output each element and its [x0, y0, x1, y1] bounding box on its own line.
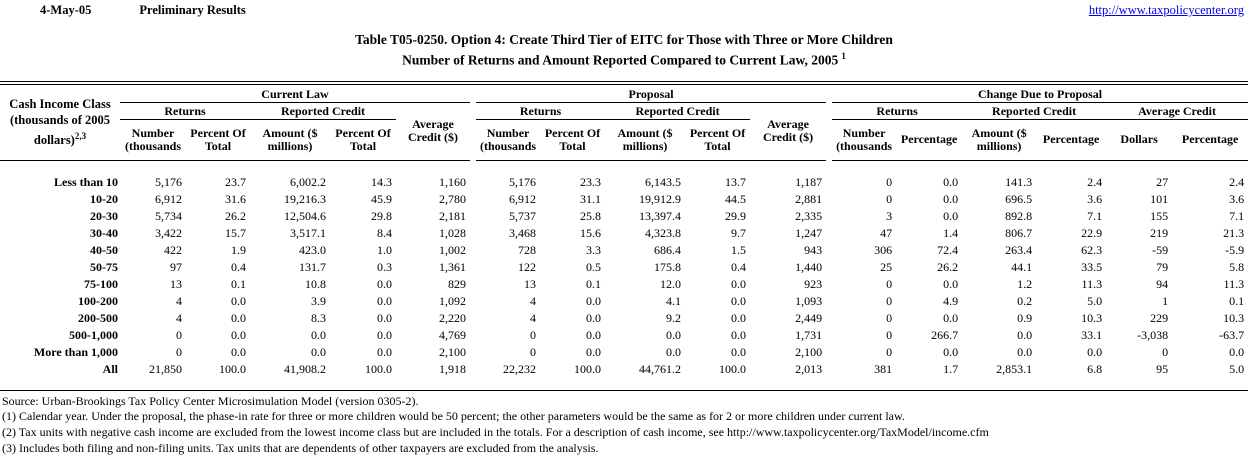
footnotes	[0, 390, 1248, 457]
cell: 27	[1156, 174, 1169, 189]
cell: 6,912	[509, 191, 537, 206]
cell: 2,100	[439, 344, 467, 359]
cell: 3	[886, 208, 893, 223]
cell: 2,449	[795, 310, 823, 325]
cell: 0	[886, 293, 893, 308]
cell: 5,176	[155, 174, 182, 189]
cell: 1.2	[1017, 276, 1033, 291]
col-header-number: Number (thousands	[832, 119, 896, 160]
cell: 0.0	[586, 344, 602, 359]
cell: 0	[176, 327, 182, 342]
cell: 19,912.9	[639, 191, 682, 206]
cell: 29.9	[725, 208, 747, 223]
cell: 0.0	[231, 344, 246, 359]
cell: 1.7	[943, 361, 959, 376]
row-label: More than 1,000	[33, 344, 118, 359]
cell: 1,160	[439, 174, 467, 189]
group-header-proposal: Proposal	[476, 83, 826, 103]
cell: 1,440	[795, 259, 823, 274]
cell: 1,187	[795, 174, 823, 189]
row-label: 20-30	[90, 208, 118, 223]
cell: 829	[448, 276, 467, 291]
source-note: Source: Urban-Brookings Tax Policy Center Microsimulation Model (version 0305-2).	[2, 393, 419, 408]
cell: 14.3	[371, 174, 392, 189]
col-header-percentage: Percentage	[896, 119, 962, 160]
cell: 4.9	[943, 293, 959, 308]
cell: 6,143.5	[645, 174, 682, 189]
subheader-reported-credit: Reported Credit	[605, 102, 750, 119]
cell: 0.4	[731, 259, 747, 274]
subheader-returns: Returns	[832, 102, 962, 119]
cell: 1,028	[439, 225, 467, 240]
cell: 21,850	[149, 361, 182, 376]
cell: 0.0	[731, 276, 747, 291]
cell: 7.1	[1229, 208, 1245, 223]
cell: 0.0	[731, 327, 747, 342]
table-row	[0, 293, 1248, 310]
cell: 0.0	[377, 276, 392, 291]
cell: 0.0	[1017, 344, 1033, 359]
page-subtitle: Number of Returns and Amount Reported Compared to Current Law, 2005 $^1$	[402, 51, 846, 68]
cell: 155	[1150, 208, 1169, 223]
cell: 0.5	[586, 259, 602, 274]
cell: 6.8	[1087, 361, 1103, 376]
table-row	[0, 208, 1248, 225]
cell: 19,216.3	[284, 191, 326, 206]
cell: 9.7	[731, 225, 747, 240]
cell: -63.7	[1219, 327, 1245, 342]
cell: 1,247	[795, 225, 823, 240]
row-header-cell: Cash Income Class (thousands of 2005 dollars)$^{2,3}$	[0, 83, 120, 161]
cell: 0.0	[231, 327, 246, 342]
cell: 4	[176, 310, 182, 325]
cell: 306	[874, 242, 893, 257]
cell: 141.3	[1005, 174, 1033, 189]
cell: 1,361	[439, 259, 467, 274]
cell: 696.5	[1005, 191, 1033, 206]
cell: 263.4	[1005, 242, 1033, 257]
subheader-average-credit: Average Credit ($)	[396, 102, 470, 160]
cell: 0.0	[731, 310, 747, 325]
cell: 8.3	[311, 310, 326, 325]
cell: 5,737	[509, 208, 537, 223]
cell: 2,780	[439, 191, 467, 206]
table-row	[0, 276, 1248, 293]
top-bar	[0, 0, 1248, 18]
cell: 0.1	[231, 276, 246, 291]
cell: -59	[1152, 242, 1169, 257]
table-row	[0, 327, 1248, 344]
row-label: Less than 10	[53, 174, 118, 189]
cell: 0.0	[377, 327, 392, 342]
cell: 0.0	[377, 344, 392, 359]
cell: 3.6	[1087, 191, 1103, 206]
cell: 0.0	[943, 344, 959, 359]
col-header-percentage: Percentage	[1036, 119, 1106, 160]
cell: 3.6	[1229, 191, 1245, 206]
cell: 22.9	[1081, 225, 1103, 240]
cell: 0.0	[231, 310, 246, 325]
cell: 4,323.8	[645, 225, 682, 240]
cell: 806.7	[1005, 225, 1033, 240]
cell: 1.9	[231, 242, 246, 257]
cell: 0	[176, 344, 182, 359]
page-title: Table T05-0250. Option 4: Create Third Tier of EITC for Those with Three or More Children	[355, 32, 893, 47]
cell: 44.1	[1011, 259, 1033, 274]
cell: 0.0	[586, 310, 602, 325]
cell: 892.8	[1005, 208, 1033, 223]
cell: 1,002	[439, 242, 467, 257]
cell: 0.0	[943, 191, 959, 206]
income-table	[0, 81, 1248, 390]
cell: 31.1	[580, 191, 602, 206]
subheader-average-credit: Average Credit	[1106, 102, 1248, 119]
cell: 10.8	[305, 276, 326, 291]
cell: 2,013	[795, 361, 823, 376]
cell: 0	[886, 191, 893, 206]
cell: 13.7	[725, 174, 747, 189]
row-label: 500-1,000	[69, 327, 118, 342]
cell: 4.1	[666, 293, 682, 308]
cell: 22,232	[503, 361, 537, 376]
cell: 0	[1162, 344, 1169, 359]
cell: 728	[518, 242, 537, 257]
cell: 33.5	[1081, 259, 1103, 274]
cell: 1,093	[795, 293, 823, 308]
cell: 0.1	[586, 276, 602, 291]
cell: 3,422	[155, 225, 182, 240]
cell: 1,918	[439, 361, 467, 376]
cell: 1,092	[439, 293, 467, 308]
cell: 0	[886, 344, 893, 359]
footnote-2: (2) Tax units with negative cash income are excluded from the lowest income class but are included in the totals. For a description of cash income, see http://www.taxpolicycenter.org/TaxModel/income.cfm	[2, 425, 989, 440]
cell: 13	[170, 276, 182, 291]
row-header-footnote-marker: 2,3	[74, 130, 87, 141]
cell: 1	[1162, 293, 1169, 308]
cell: 0.9	[1017, 310, 1033, 325]
cell: 13	[524, 276, 537, 291]
cell: 0	[886, 327, 893, 342]
table-row	[0, 225, 1248, 242]
row-label: 200-500	[78, 310, 118, 325]
cell: 26.2	[225, 208, 246, 223]
cell: 0.0	[231, 293, 246, 308]
table-row	[0, 361, 1248, 390]
cell: -5.9	[1225, 242, 1245, 257]
cell: 100.0	[574, 361, 602, 376]
cell: 45.9	[371, 191, 392, 206]
cell: 100.0	[219, 361, 246, 376]
cell: 5.0	[1229, 361, 1245, 376]
cell: 0.4	[231, 259, 246, 274]
subheader-reported-credit: Reported Credit	[250, 102, 396, 119]
cell: 8.4	[377, 225, 392, 240]
subheader-average-credit: Average Credit ($)	[750, 102, 826, 160]
cell: 0.0	[311, 327, 326, 342]
cell: 3,468	[509, 225, 537, 240]
table-row	[0, 160, 1248, 191]
col-header-amount: Amount ($ millions)	[250, 119, 330, 160]
cell: 0	[530, 327, 537, 342]
cell: 4	[176, 293, 182, 308]
cell: 0.0	[943, 310, 959, 325]
cell: 0.0	[377, 310, 392, 325]
cell: 4	[530, 310, 537, 325]
cell: 175.8	[654, 259, 682, 274]
cell: 6,912	[155, 191, 182, 206]
date-label: 4-May-05	[40, 3, 92, 17]
cell: 2,853.1	[996, 361, 1033, 376]
cell: 943	[804, 242, 823, 257]
cell: 0.0	[586, 327, 602, 342]
cell: 422	[164, 242, 182, 257]
cell: 2,100	[795, 344, 823, 359]
row-label: 50-75	[90, 259, 118, 274]
cell: 12.0	[660, 276, 682, 291]
cell: 0.0	[943, 174, 959, 189]
cell: 0.0	[731, 293, 747, 308]
cell: 1,731	[795, 327, 823, 342]
cell: 100.0	[365, 361, 392, 376]
cell: 31.6	[225, 191, 246, 206]
cell: 381	[874, 361, 893, 376]
cell: 95	[1156, 361, 1169, 376]
cell: 923	[804, 276, 823, 291]
cell: 29.8	[371, 208, 392, 223]
cell: 10.3	[1081, 310, 1103, 325]
row-label: 100-200	[78, 293, 118, 308]
cell: 2,220	[439, 310, 467, 325]
cell: 15.6	[580, 225, 602, 240]
title-footnote-marker: 1	[841, 51, 846, 61]
cell: 44.5	[725, 191, 747, 206]
cell: 5,734	[155, 208, 182, 223]
cell: 0	[886, 174, 893, 189]
cell: 26.2	[937, 259, 959, 274]
cell: 0.0	[943, 208, 959, 223]
row-label: 40-50	[90, 242, 118, 257]
cell: 0.0	[311, 344, 326, 359]
cell: 0.0	[666, 327, 682, 342]
col-header-percent-of-total: Percent Of Total	[540, 119, 605, 160]
col-header-percent-of-total: Percent Of Total	[685, 119, 750, 160]
cell: 13,397.4	[639, 208, 682, 223]
cell: 100.0	[719, 361, 747, 376]
cell: 25	[880, 259, 893, 274]
cell: 21.3	[1223, 225, 1245, 240]
cell: 423.0	[299, 242, 326, 257]
col-header-percent-of-total: Percent Of Total	[186, 119, 250, 160]
cell: 33.1	[1081, 327, 1103, 342]
subheader-returns: Returns	[120, 102, 250, 119]
cell: 0.0	[666, 344, 682, 359]
cell: 229	[1150, 310, 1169, 325]
col-header-percent-of-total: Percent Of Total	[330, 119, 396, 160]
subheader-reported-credit: Reported Credit	[962, 102, 1106, 119]
cell: 0.1	[1229, 293, 1245, 308]
cell: 1.4	[943, 225, 959, 240]
row-label: 75-100	[84, 276, 118, 291]
cell: 0.0	[586, 293, 602, 308]
site-link[interactable]: http://www.taxpolicycenter.org	[1088, 3, 1244, 17]
cell: 25.8	[580, 208, 602, 223]
cell: 266.7	[931, 327, 959, 342]
group-header-row	[0, 83, 1248, 103]
table-row	[0, 344, 1248, 361]
cell: 23.3	[580, 174, 602, 189]
cell: 0.3	[377, 259, 392, 274]
cell: 2.4	[1087, 174, 1103, 189]
cell: 686.4	[654, 242, 682, 257]
cell: 2,335	[795, 208, 823, 223]
cell: 3.3	[586, 242, 602, 257]
group-header-current-law: Current Law	[120, 83, 470, 103]
cell: 0	[530, 344, 537, 359]
cell: 2,881	[795, 191, 823, 206]
cell: 11.3	[1223, 276, 1245, 291]
cell: 219	[1150, 225, 1169, 240]
cell: 0.0	[1017, 327, 1033, 342]
cell: 6,002.2	[290, 174, 326, 189]
footnote-1: (1) Calendar year. Under the proposal, the phase-in rate for three or more children would be 50 percent; the other parameters would be the same as for 2 or more children under current law.	[2, 409, 905, 424]
cell: 9.2	[666, 310, 682, 325]
cell: 1.0	[377, 242, 392, 257]
table-row	[0, 259, 1248, 276]
cell: 4,769	[439, 327, 467, 342]
subgroup-header-row	[0, 102, 1248, 119]
table-row	[0, 191, 1248, 208]
cell: -3,038	[1137, 327, 1169, 342]
subheader-returns: Returns	[476, 102, 605, 119]
cell: 72.4	[937, 242, 959, 257]
cell: 79	[1156, 259, 1169, 274]
cell: 44,761.2	[639, 361, 682, 376]
title-block	[0, 31, 1248, 69]
cell: 2.4	[1229, 174, 1245, 189]
cell: 0.0	[1087, 344, 1103, 359]
cell: 0	[886, 276, 893, 291]
cell: 5.0	[1087, 293, 1103, 308]
cell: 122	[518, 259, 537, 274]
col-header-percentage: Percentage	[1172, 119, 1248, 160]
cell: 11.3	[1081, 276, 1103, 291]
cell: 131.7	[299, 259, 326, 274]
cell: 41,908.2	[284, 361, 326, 376]
cell: 1.5	[731, 242, 747, 257]
column-header-row	[0, 119, 1248, 160]
status-label: Preliminary Results	[139, 3, 246, 17]
cell: 3.9	[311, 293, 326, 308]
col-header-amount: Amount ($ millions)	[962, 119, 1036, 160]
cell: 47	[880, 225, 893, 240]
table-row	[0, 310, 1248, 327]
cell: 62.3	[1081, 242, 1103, 257]
cell: 0.0	[1229, 344, 1245, 359]
cell: 0.0	[943, 276, 959, 291]
cell: 15.7	[225, 225, 246, 240]
cell: 12,504.6	[284, 208, 326, 223]
col-header-number: Number (thousands	[120, 119, 186, 160]
cell: 4	[530, 293, 537, 308]
cell: 0.0	[731, 344, 747, 359]
row-label: 30-40	[90, 225, 118, 240]
row-label: 10-20	[90, 191, 118, 206]
table-row	[0, 242, 1248, 259]
cell: 7.1	[1087, 208, 1103, 223]
group-header-change: Change Due to Proposal	[832, 83, 1248, 103]
col-header-dollars: Dollars	[1106, 119, 1172, 160]
cell: 5,176	[509, 174, 537, 189]
col-header-number: Number (thousands	[476, 119, 540, 160]
cell: 5.8	[1229, 259, 1245, 274]
cell: 2,181	[439, 208, 467, 223]
cell: 101	[1150, 191, 1169, 206]
col-header-amount: Amount ($ millions)	[605, 119, 685, 160]
cell: 0.0	[377, 293, 392, 308]
cell: 97	[170, 259, 182, 274]
cell: 3,517.1	[290, 225, 326, 240]
cell: 23.7	[225, 174, 246, 189]
cell: 10.3	[1223, 310, 1245, 325]
row-label: All	[102, 361, 118, 376]
footnote-3: (3) Includes both filing and non-filing units. Tax units that are dependents of other taxpayers are excluded from the analysis.	[2, 440, 599, 455]
cell: 94	[1156, 276, 1169, 291]
cell: 0	[886, 310, 893, 325]
cell: 0.2	[1017, 293, 1033, 308]
